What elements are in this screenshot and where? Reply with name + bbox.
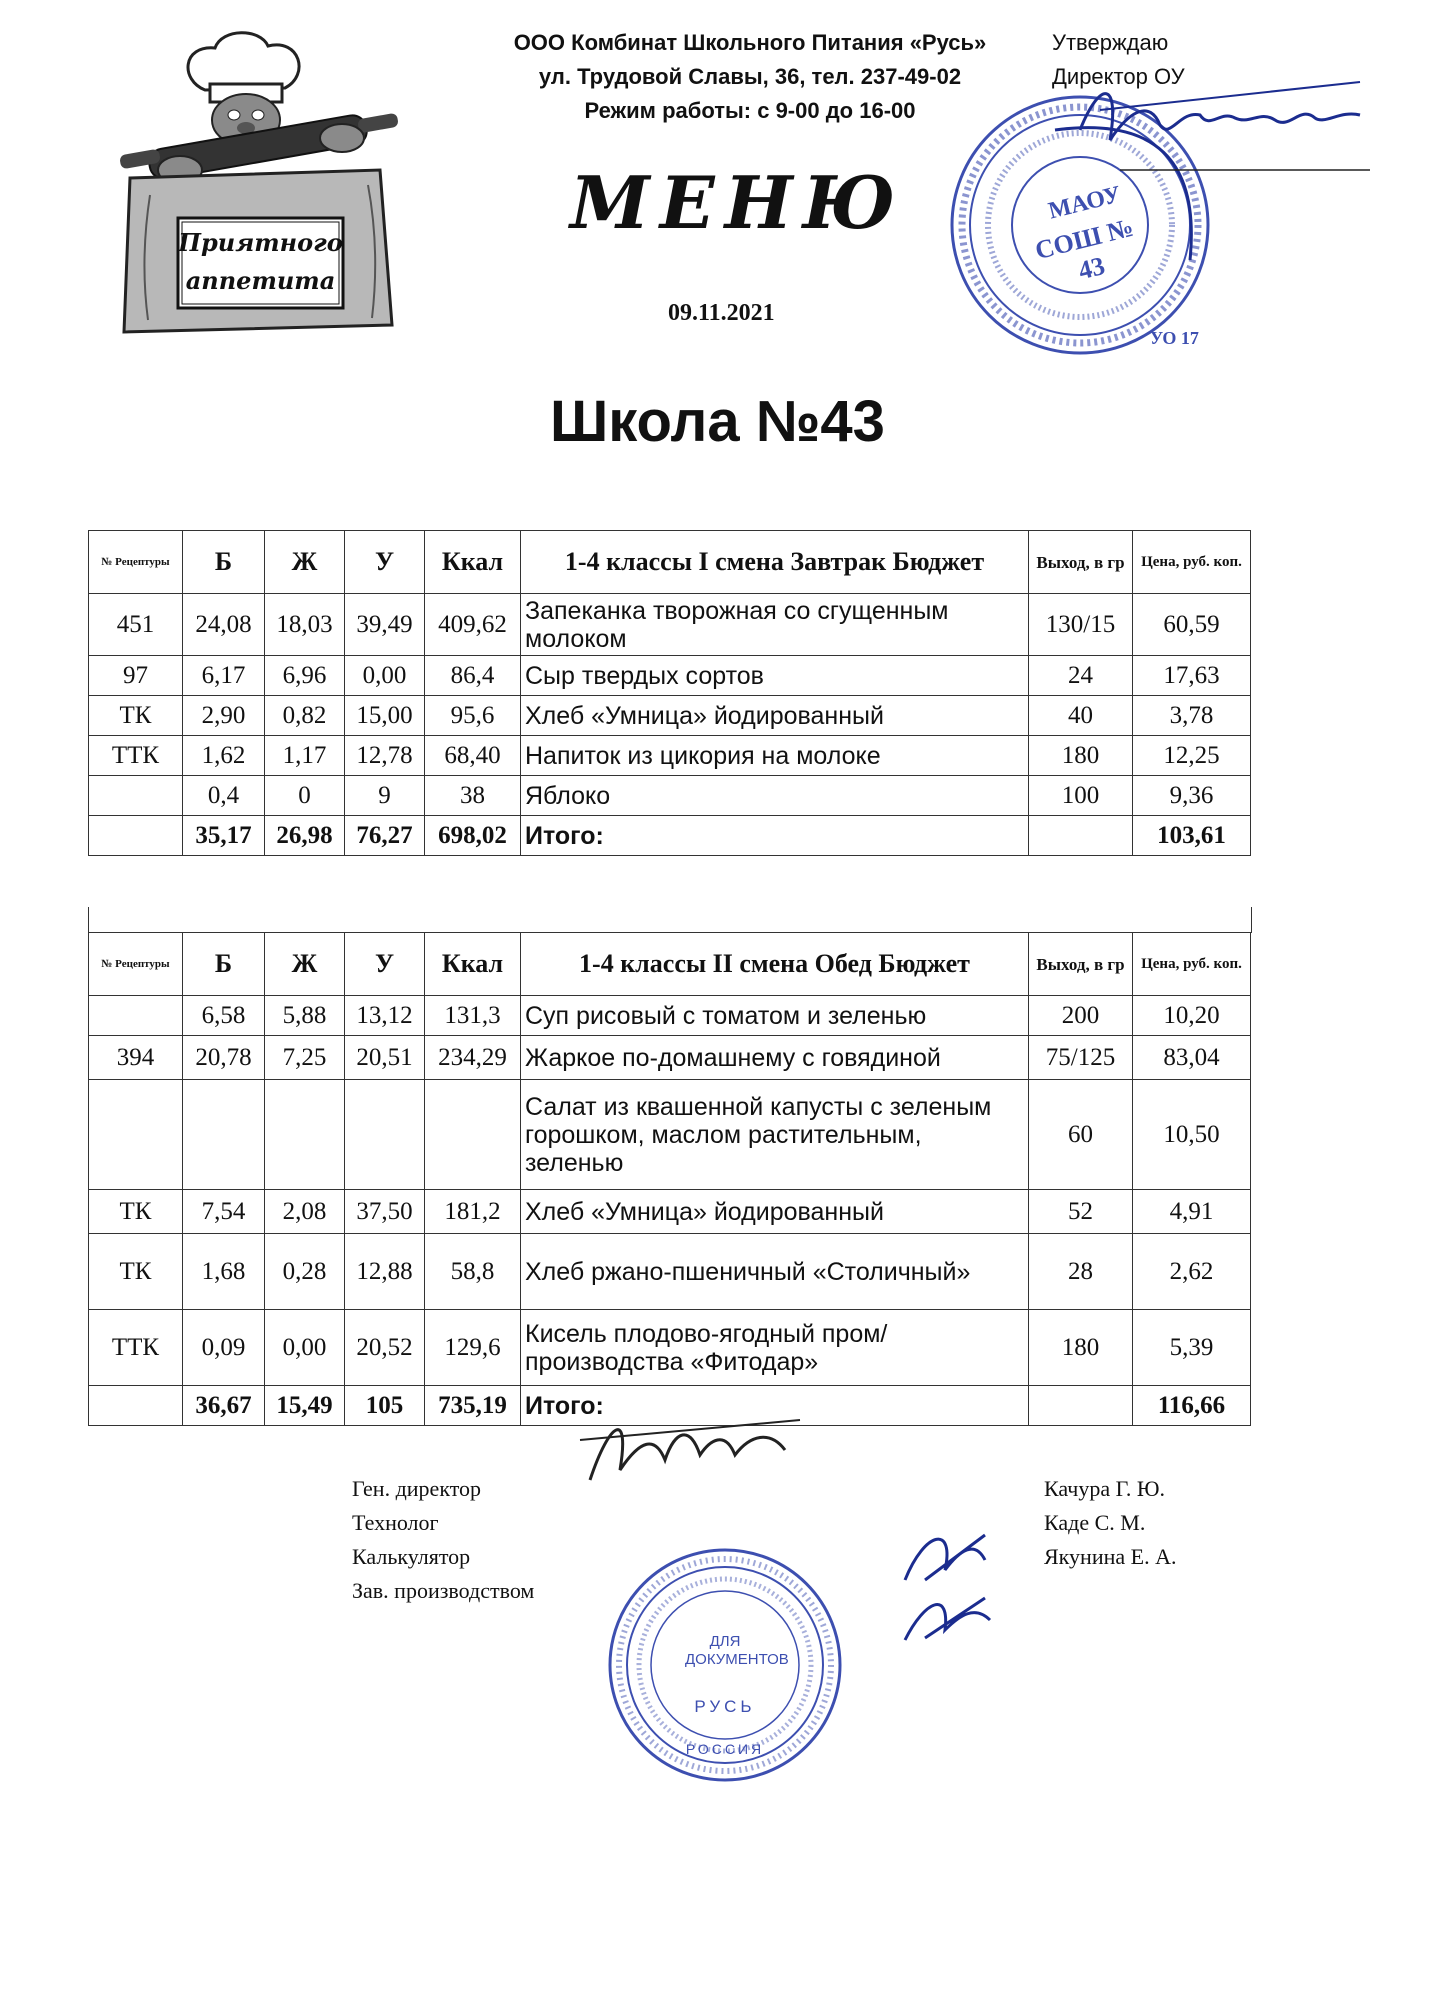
role-production-head: Зав. производством (352, 1578, 535, 1603)
cell-price: 9,36 (1133, 776, 1251, 816)
cell-u: 13,12 (345, 996, 425, 1036)
total-label: Итого: (521, 1386, 1029, 1426)
breakfast-title: 1-4 классы I смена Завтрак Бюджет (521, 531, 1029, 594)
cell-kcal: 131,3 (425, 996, 521, 1036)
table-row (89, 1234, 1251, 1310)
company-name: ООО Комбинат Школьного Питания «Русь» (513, 30, 987, 55)
col-price: Цена, руб. коп. (1133, 531, 1251, 594)
cell-zh: 6,96 (265, 656, 345, 696)
role-director: Ген. директор (352, 1476, 482, 1501)
table-header-row (89, 933, 1251, 996)
cell-kcal: 129,6 (425, 1310, 521, 1386)
cell-kcal: 38 (425, 776, 521, 816)
col-kcal: Ккал (425, 531, 521, 594)
cell-recipe (89, 776, 183, 816)
cell-b: 24,08 (183, 594, 265, 656)
cell-b: 6,58 (183, 996, 265, 1036)
approve-label: Утверждаю (1052, 30, 1169, 55)
cell-output: 52 (1029, 1190, 1133, 1234)
table-header-row (89, 531, 1251, 594)
cell-output: 60 (1029, 1080, 1133, 1190)
total-kcal: 735,19 (425, 1386, 521, 1426)
company-stamp (605, 1545, 845, 1785)
cell-price: 12,25 (1133, 736, 1251, 776)
cell-b: 2,90 (183, 696, 265, 736)
cell-u: 0,00 (345, 656, 425, 696)
cell-recipe (89, 996, 183, 1036)
signature-icon (885, 1520, 1025, 1650)
name-director: Качура Г. Ю. (1044, 1476, 1165, 1501)
logo-text-1: Приятного (178, 228, 343, 257)
signature-icon (560, 1400, 820, 1500)
menu-title: МЕНЮ (570, 160, 906, 245)
company-stamp-country: РОССИЯ (685, 1741, 765, 1757)
cell-b: 0,4 (183, 776, 265, 816)
cell-name: Хлеб ржано-пшеничный «Столичный» (521, 1234, 1029, 1310)
cell-recipe: ТТК (89, 1310, 183, 1386)
cell-recipe: ТК (89, 696, 183, 736)
cell-name: Салат из квашенной капусты с зеленым горошком, маслом растительным, зеленью (521, 1080, 1029, 1190)
school-stamp-text-3: УО 17 (1150, 328, 1199, 348)
cell-u: 37,50 (345, 1190, 425, 1234)
table-row (89, 996, 1251, 1036)
total-b: 36,67 (183, 1386, 265, 1426)
role-calculator: Калькулятор (352, 1544, 471, 1569)
cell-kcal: 234,29 (425, 1036, 521, 1080)
table-row (89, 1190, 1251, 1234)
table-row (89, 776, 1251, 816)
col-output: Выход, в гр (1029, 531, 1133, 594)
cell-output: 75/125 (1029, 1036, 1133, 1080)
cell-price: 4,91 (1133, 1190, 1251, 1234)
cell-price: 3,78 (1133, 696, 1251, 736)
cell-recipe: 97 (89, 656, 183, 696)
cell-zh: 0,28 (265, 1234, 345, 1310)
cell-zh: 2,08 (265, 1190, 345, 1234)
cell-price: 10,50 (1133, 1080, 1251, 1190)
cell-name: Напиток из цикория на молоке (521, 736, 1029, 776)
cell-u: 12,88 (345, 1234, 425, 1310)
cell-price: 10,20 (1133, 996, 1251, 1036)
table-row (89, 1036, 1251, 1080)
cell-zh: 18,03 (265, 594, 345, 656)
cell-u: 9 (345, 776, 425, 816)
menu-date: 09.11.2021 (668, 300, 775, 326)
cell-zh (265, 1080, 345, 1190)
role-technologist: Технолог (352, 1510, 439, 1535)
cell-kcal: 95,6 (425, 696, 521, 736)
cell-name: Хлеб «Умница» йодированный (521, 696, 1029, 736)
cell-output: 40 (1029, 696, 1133, 736)
total-kcal: 698,02 (425, 816, 521, 856)
lunch-table (88, 932, 1251, 1426)
company-stamp-text: ДЛЯ ДОКУМЕНТОВ (685, 1633, 789, 1668)
cell-recipe: 451 (89, 594, 183, 656)
cell-zh: 5,88 (265, 996, 345, 1036)
cell-name: Жаркое по-домашнему с говядиной (521, 1036, 1029, 1080)
cell-name: Яблоко (521, 776, 1029, 816)
col-price: Цена, руб. коп. (1133, 933, 1251, 996)
cell-name: Сыр твердых сортов (521, 656, 1029, 696)
logo-text-2: аппетита (185, 266, 336, 295)
cell-output: 24 (1029, 656, 1133, 696)
total-price: 116,66 (1133, 1386, 1251, 1426)
cell-u: 39,49 (345, 594, 425, 656)
table-row (89, 656, 1251, 696)
director-signature (1060, 70, 1380, 180)
total-u: 76,27 (345, 816, 425, 856)
cell-price: 5,39 (1133, 1310, 1251, 1386)
cell-name: Суп рисовый с томатом и зеленью (521, 996, 1029, 1036)
cell-recipe: ТТК (89, 736, 183, 776)
cell-kcal (425, 1080, 521, 1190)
cell-b: 0,09 (183, 1310, 265, 1386)
school-stamp-text: МАОУ (1045, 181, 1124, 225)
cell-zh: 1,17 (265, 736, 345, 776)
cell-name: Кисель плодово-ягодный пром/производства «Фитодар» (521, 1310, 1029, 1386)
cell-empty (1029, 1386, 1133, 1426)
cell-recipe (89, 1080, 183, 1190)
table-row (89, 594, 1251, 656)
cell-price: 83,04 (1133, 1036, 1251, 1080)
col-zh: Ж (265, 531, 345, 594)
col-kcal: Ккал (425, 933, 521, 996)
total-price: 103,61 (1133, 816, 1251, 856)
cell-output: 28 (1029, 1234, 1133, 1310)
cell-kcal: 181,2 (425, 1190, 521, 1234)
cell-b: 20,78 (183, 1036, 265, 1080)
table-row (89, 696, 1251, 736)
cell-output: 180 (1029, 1310, 1133, 1386)
col-b: Б (183, 531, 265, 594)
cell-name: Запеканка творожная со сгущенным молоком (521, 594, 1029, 656)
cell-u: 15,00 (345, 696, 425, 736)
table-separator (88, 907, 1252, 933)
cell-recipe: ТК (89, 1190, 183, 1234)
school-stamp-text-2: СОШ № 43 (1032, 212, 1137, 286)
col-u: У (345, 933, 425, 996)
cell-b: 1,68 (183, 1234, 265, 1310)
company-address: ул. Трудовой Славы, 36, тел. 237-49-02 (538, 64, 962, 89)
cell-empty (1029, 816, 1133, 856)
school-title: Школа №43 (550, 389, 885, 454)
cell-output: 180 (1029, 736, 1133, 776)
cell-kcal: 68,40 (425, 736, 521, 776)
director-handwritten-signature (560, 1400, 820, 1500)
cell-zh: 0 (265, 776, 345, 816)
total-u: 105 (345, 1386, 425, 1426)
cell-output: 200 (1029, 996, 1133, 1036)
signature-icon (1060, 70, 1380, 180)
col-b: Б (183, 933, 265, 996)
cell-b: 7,54 (183, 1190, 265, 1234)
cell-u: 20,51 (345, 1036, 425, 1080)
name-calculator: Якунина Е. А. (1044, 1544, 1177, 1569)
cell-output: 130/15 (1029, 594, 1133, 656)
cell-u: 12,78 (345, 736, 425, 776)
cell-b (183, 1080, 265, 1190)
cell-kcal: 409,62 (425, 594, 521, 656)
cell-u (345, 1080, 425, 1190)
cell-kcal: 58,8 (425, 1234, 521, 1310)
col-recipe: № Рецептуры (89, 933, 183, 996)
total-zh: 26,98 (265, 816, 345, 856)
technologist-handwritten-signature (885, 1520, 1025, 1650)
cell-zh: 0,82 (265, 696, 345, 736)
cell-price: 17,63 (1133, 656, 1251, 696)
cell-empty (89, 1386, 183, 1426)
logo (110, 20, 410, 340)
cell-recipe: 394 (89, 1036, 183, 1080)
total-b: 35,17 (183, 816, 265, 856)
signers-names (1044, 1472, 1176, 1574)
cell-price: 60,59 (1133, 594, 1251, 656)
col-recipe: № Рецептуры (89, 531, 183, 594)
cell-empty (89, 816, 183, 856)
cell-u: 20,52 (345, 1310, 425, 1386)
table-row (89, 1080, 1251, 1190)
total-label: Итого: (521, 816, 1029, 856)
name-technologist: Каде С. М. (1044, 1510, 1146, 1535)
breakfast-table (88, 530, 1251, 856)
lunch-title: 1-4 классы II смена Обед Бюджет (521, 933, 1029, 996)
total-zh: 15,49 (265, 1386, 345, 1426)
total-row (89, 816, 1251, 856)
company-hours: Режим работы: с 9-00 до 16-00 (584, 98, 916, 123)
cell-b: 1,62 (183, 736, 265, 776)
cell-name: Хлеб «Умница» йодированный (521, 1190, 1029, 1234)
cell-price: 2,62 (1133, 1234, 1251, 1310)
col-zh: Ж (265, 933, 345, 996)
cell-zh: 7,25 (265, 1036, 345, 1080)
signers-roles (352, 1472, 534, 1608)
company-stamp-rus: РУСЬ (694, 1697, 756, 1716)
col-u: У (345, 531, 425, 594)
cell-zh: 0,00 (265, 1310, 345, 1386)
table-row (89, 1310, 1251, 1386)
cell-output: 100 (1029, 776, 1133, 816)
table-row (89, 736, 1251, 776)
cell-b: 6,17 (183, 656, 265, 696)
cell-recipe: ТК (89, 1234, 183, 1310)
col-output: Выход, в гр (1029, 933, 1133, 996)
director-label: Директор ОУ (1052, 64, 1185, 89)
cell-kcal: 86,4 (425, 656, 521, 696)
